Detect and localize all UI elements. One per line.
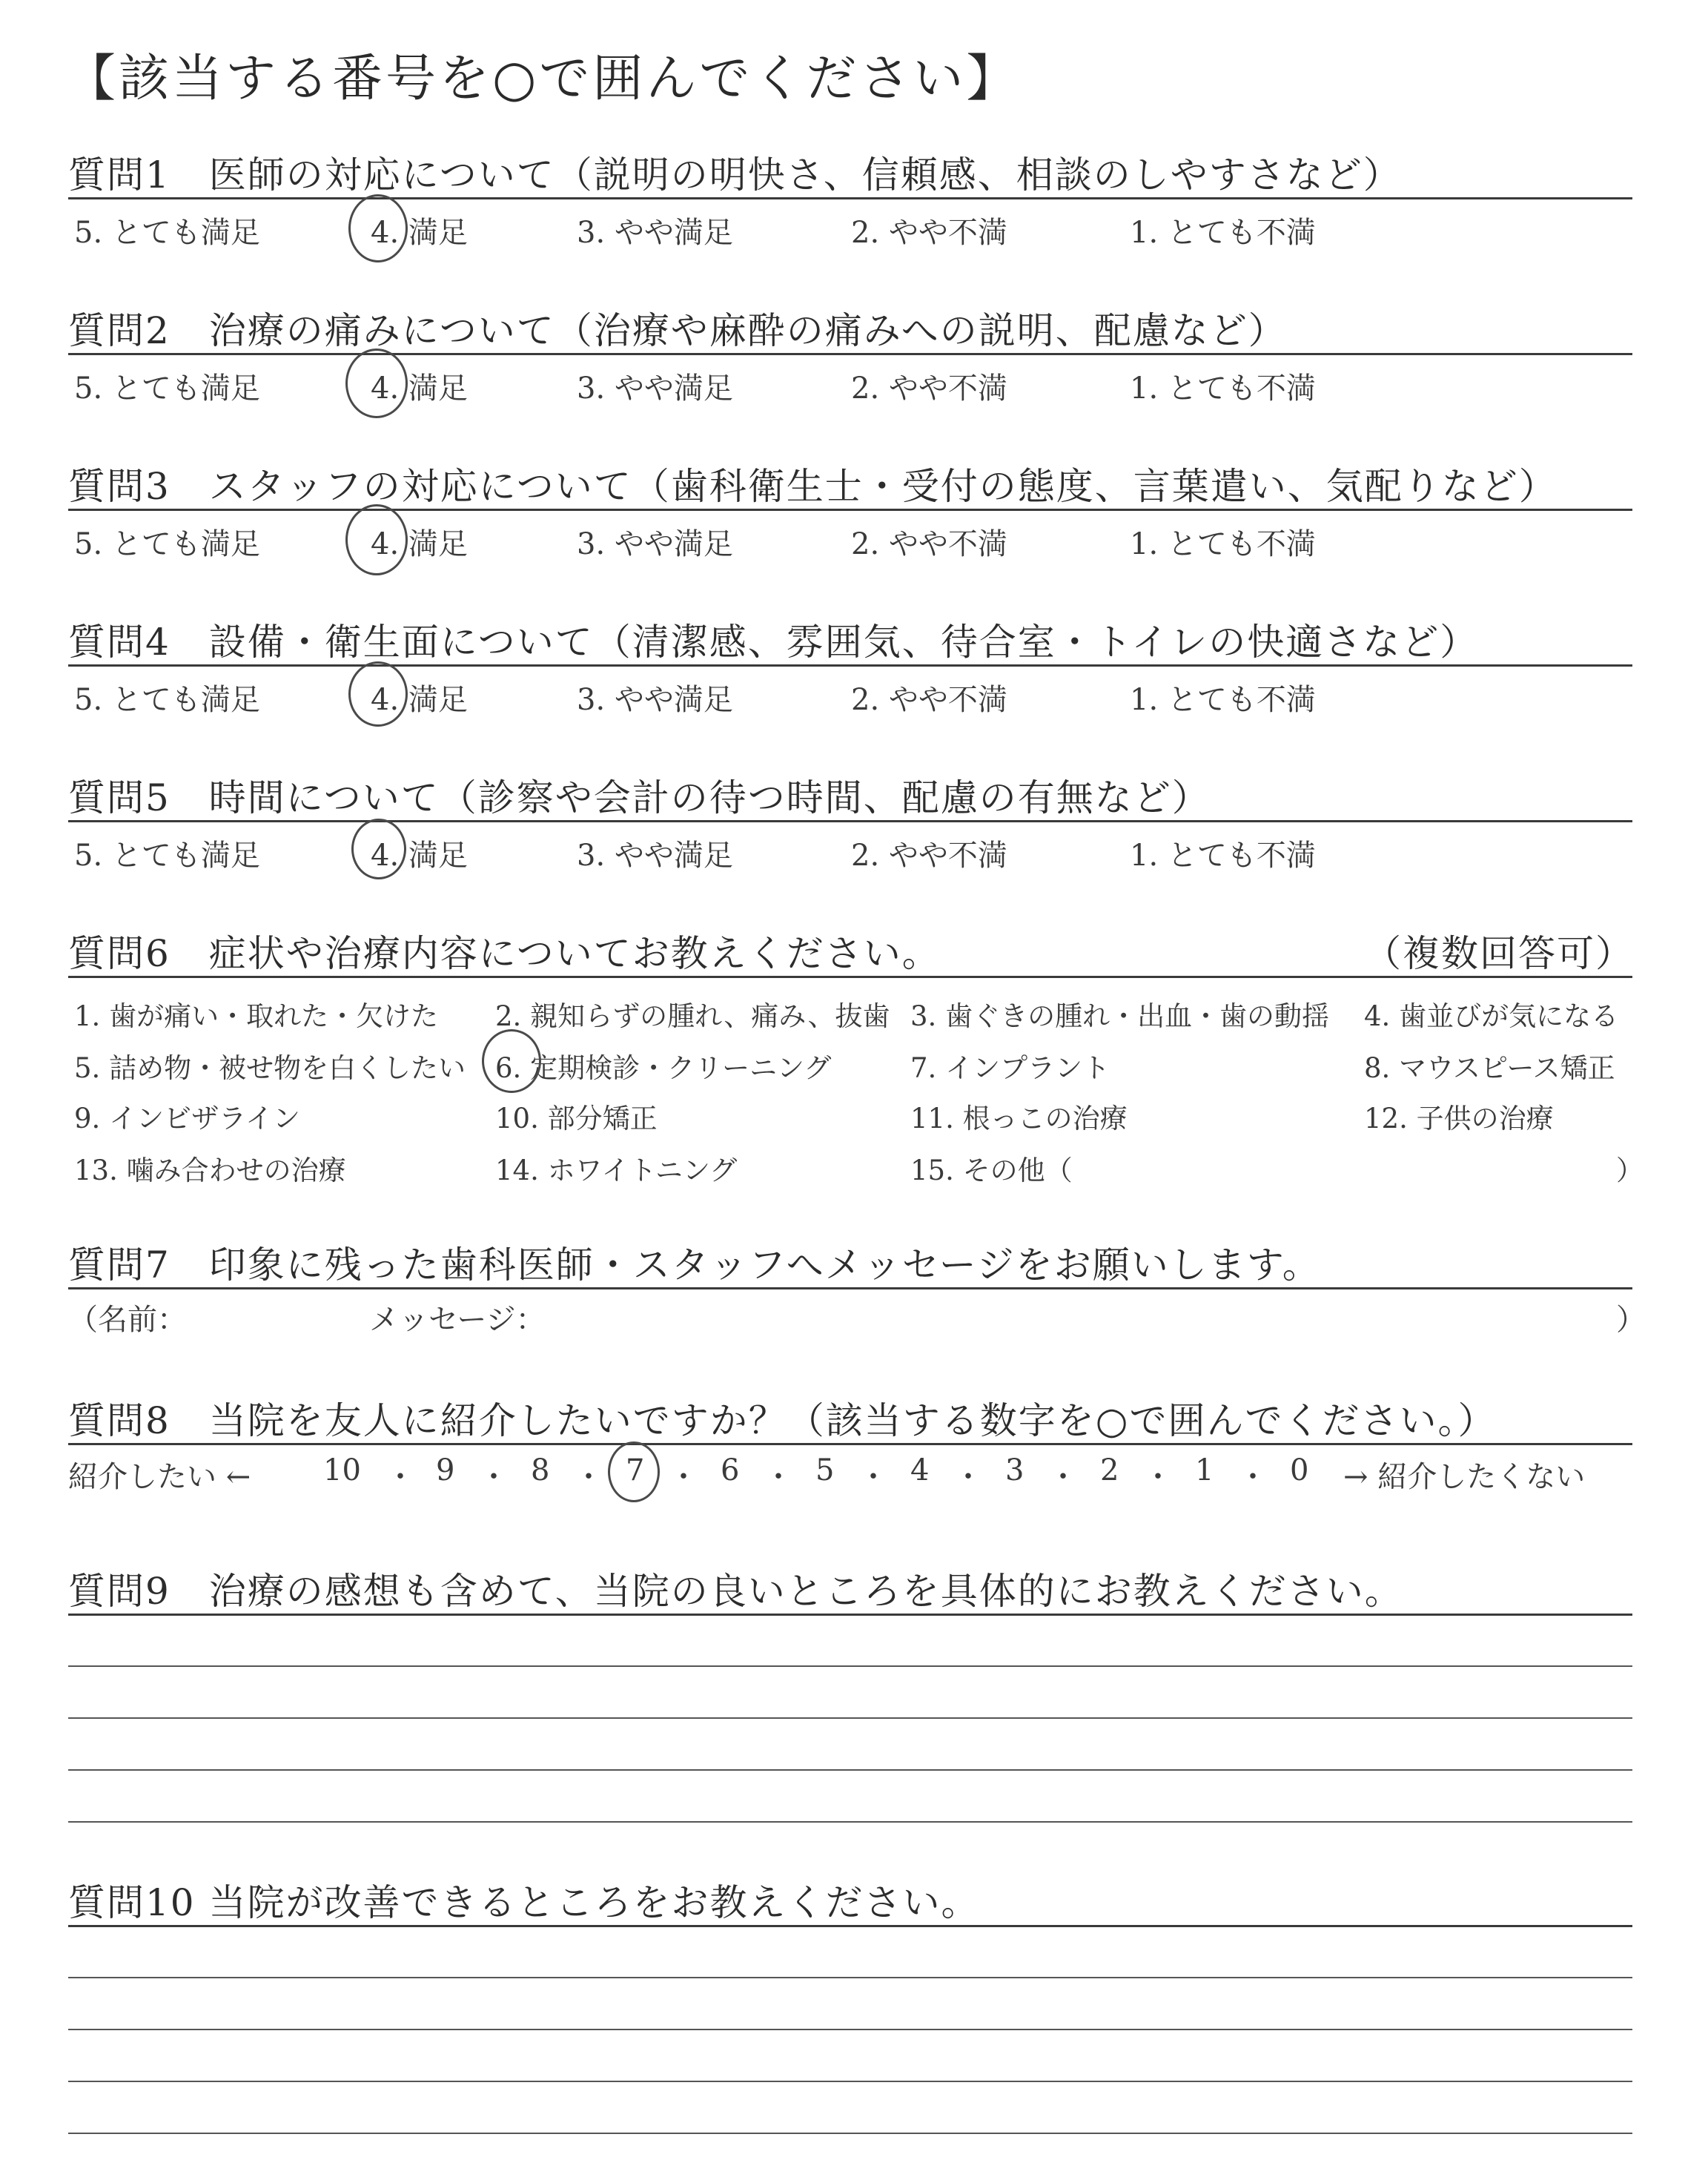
question-4-rule bbox=[68, 664, 1632, 667]
q1-selected-circle bbox=[348, 194, 408, 262]
q10-answer-line[interactable] bbox=[68, 2081, 1632, 2082]
q8-scale-4[interactable]: 4 bbox=[910, 1453, 930, 1487]
q8-separator: ・ bbox=[574, 1460, 603, 1494]
q10-answer-line[interactable] bbox=[68, 2133, 1632, 2134]
q3-option-3[interactable]: 3. やや満足 bbox=[577, 527, 733, 561]
q3-option-5[interactable]: 5. とても満足 bbox=[74, 527, 260, 561]
question-3-rule bbox=[68, 509, 1632, 511]
q8-scale-9[interactable]: 9 bbox=[436, 1453, 455, 1487]
q8-separator: ・ bbox=[385, 1460, 415, 1494]
q6-option-13[interactable]: 13. 噛み合わせの治療 bbox=[74, 1155, 346, 1186]
q5-option-5[interactable]: 5. とても満足 bbox=[74, 839, 260, 873]
q8-scale-7[interactable]: 7 bbox=[626, 1453, 645, 1487]
q8-separator: ・ bbox=[669, 1460, 698, 1494]
q1-option-2[interactable]: 2. やや不満 bbox=[851, 216, 1007, 250]
q6-option-12[interactable]: 12. 子供の治療 bbox=[1364, 1103, 1554, 1135]
q8-scale-0[interactable]: 0 bbox=[1290, 1453, 1309, 1487]
q8-scale-6[interactable]: 6 bbox=[721, 1453, 740, 1487]
q7-close-paren: ） bbox=[1616, 1303, 1646, 1337]
q8-separator: ・ bbox=[1143, 1460, 1173, 1494]
question-1-rule bbox=[68, 197, 1632, 199]
q8-separator: ・ bbox=[1238, 1460, 1268, 1494]
q5-option-1[interactable]: 1. とても不満 bbox=[1130, 839, 1316, 873]
question-5-title: 質問5 時間について（診察や会計の待つ時間、配慮の有無など） bbox=[68, 776, 1211, 819]
q6-option-15[interactable]: 15. その他（ bbox=[910, 1155, 1073, 1186]
question-8-title: 質問8 当院を友人に紹介したいですか？（該当する数字を○で囲んでください。） bbox=[68, 1399, 1497, 1442]
q3-option-2[interactable]: 2. やや不満 bbox=[851, 527, 1007, 561]
q6-option-1[interactable]: 1. 歯が痛い・取れた・欠けた bbox=[74, 1000, 439, 1032]
q8-scale-2[interactable]: 2 bbox=[1100, 1453, 1119, 1487]
q10-answer-line[interactable] bbox=[68, 1977, 1632, 1978]
q8-separator: ・ bbox=[479, 1460, 509, 1494]
q6-option-2[interactable]: 2. 親知らずの腫れ、痛み、抜歯 bbox=[495, 1000, 890, 1032]
q8-separator: ・ bbox=[858, 1460, 888, 1494]
q8-scale-10[interactable]: 10 bbox=[323, 1453, 361, 1487]
form-header: 【該当する番号を○で囲んでください】 bbox=[65, 50, 1020, 108]
question-1-title: 質問1 医師の対応について（説明の明快さ、信頼感、相談のしやすさなど） bbox=[68, 153, 1402, 196]
q6-option-10[interactable]: 10. 部分矯正 bbox=[495, 1103, 658, 1135]
q9-answer-line[interactable] bbox=[68, 1665, 1632, 1667]
q4-option-2[interactable]: 2. やや不満 bbox=[851, 683, 1007, 717]
q4-option-1[interactable]: 1. とても不満 bbox=[1130, 683, 1316, 717]
q8-scale-5[interactable]: 5 bbox=[815, 1453, 835, 1487]
q2-option-5[interactable]: 5. とても満足 bbox=[74, 371, 260, 406]
q6-selected-circle bbox=[482, 1029, 541, 1093]
q8-right-label: → 紹介したくない bbox=[1343, 1460, 1586, 1494]
q2-option-4[interactable]: 4. 満足 bbox=[371, 371, 468, 406]
question-6-rule bbox=[68, 976, 1632, 978]
q4-option-3[interactable]: 3. やや満足 bbox=[577, 683, 733, 717]
question-6-note: （複数回答可） bbox=[1364, 932, 1634, 975]
q5-option-4[interactable]: 4. 満足 bbox=[371, 839, 468, 873]
q8-scale-1[interactable]: 1 bbox=[1195, 1453, 1214, 1487]
q1-option-4[interactable]: 4. 満足 bbox=[371, 216, 468, 250]
question-10-title: 質問10 当院が改善できるところをお教えください。 bbox=[68, 1881, 980, 1924]
q9-answer-line[interactable] bbox=[68, 1821, 1632, 1823]
q4-option-4[interactable]: 4. 満足 bbox=[371, 683, 468, 717]
q6-option-4[interactable]: 4. 歯並びが気になる bbox=[1364, 1000, 1619, 1032]
q6-option-5[interactable]: 5. 詰め物・被せ物を白くしたい bbox=[74, 1052, 466, 1084]
q1-option-1[interactable]: 1. とても不満 bbox=[1130, 216, 1316, 250]
question-6-title: 質問6 症状や治療内容についてお教えください。 bbox=[68, 932, 941, 975]
q5-selected-circle bbox=[351, 819, 406, 879]
q1-option-5[interactable]: 5. とても満足 bbox=[74, 216, 260, 250]
q8-selected-circle bbox=[608, 1441, 660, 1502]
q3-selected-circle bbox=[345, 504, 408, 575]
question-7-rule bbox=[68, 1287, 1632, 1289]
q7-name-label: （名前： bbox=[68, 1303, 187, 1337]
q8-separator: ・ bbox=[953, 1460, 983, 1494]
question-8-rule bbox=[68, 1443, 1632, 1445]
q6-option-7[interactable]: 7. インプラント bbox=[910, 1052, 1110, 1084]
q6-option-3[interactable]: 3. 歯ぐきの腫れ・出血・歯の動揺 bbox=[910, 1000, 1330, 1032]
q8-separator: ・ bbox=[764, 1460, 793, 1494]
q3-option-1[interactable]: 1. とても不満 bbox=[1130, 527, 1316, 561]
q9-answer-line[interactable] bbox=[68, 1769, 1632, 1771]
q8-separator: ・ bbox=[1048, 1460, 1078, 1494]
q6-option-9[interactable]: 9. インビザライン bbox=[74, 1103, 300, 1135]
q2-option-3[interactable]: 3. やや満足 bbox=[577, 371, 733, 406]
q4-option-5[interactable]: 5. とても満足 bbox=[74, 683, 260, 717]
q6-option-8[interactable]: 8. マウスピース矯正 bbox=[1364, 1052, 1615, 1084]
q2-option-1[interactable]: 1. とても不満 bbox=[1130, 371, 1316, 406]
q7-message-label: メッセージ： bbox=[369, 1303, 546, 1337]
q2-selected-circle bbox=[345, 349, 408, 418]
question-9-title: 質問9 治療の感想も含めて、当院の良いところを具体的にお教えください。 bbox=[68, 1570, 1403, 1613]
q8-scale-8[interactable]: 8 bbox=[531, 1453, 550, 1487]
q8-scale-3[interactable]: 3 bbox=[1005, 1453, 1025, 1487]
q6-other-close-paren: ） bbox=[1616, 1155, 1644, 1186]
q3-option-4[interactable]: 4. 満足 bbox=[371, 527, 468, 561]
question-5-rule bbox=[68, 820, 1632, 822]
q4-selected-circle bbox=[348, 661, 408, 727]
question-2-rule bbox=[68, 353, 1632, 355]
question-7-title: 質問7 印象に残った歯科医師・スタッフへメッセージをお願いします。 bbox=[68, 1244, 1321, 1287]
q8-left-label: 紹介したい ← bbox=[68, 1460, 251, 1494]
question-3-title: 質問3 スタッフの対応について（歯科衛生士・受付の態度、言葉遣い、気配りなど） bbox=[68, 465, 1558, 508]
q1-option-3[interactable]: 3. やや満足 bbox=[577, 216, 733, 250]
q6-option-14[interactable]: 14. ホワイトニング bbox=[495, 1155, 738, 1186]
q6-option-6[interactable]: 6. 定期検診・クリーニング bbox=[495, 1052, 832, 1084]
question-10-rule bbox=[68, 1925, 1632, 1927]
q9-answer-line[interactable] bbox=[68, 1717, 1632, 1719]
q6-option-11[interactable]: 11. 根っこの治療 bbox=[910, 1103, 1128, 1135]
q5-option-2[interactable]: 2. やや不満 bbox=[851, 839, 1007, 873]
q10-answer-line[interactable] bbox=[68, 2029, 1632, 2030]
q5-option-3[interactable]: 3. やや満足 bbox=[577, 839, 733, 873]
q2-option-2[interactable]: 2. やや不満 bbox=[851, 371, 1007, 406]
question-4-title: 質問4 設備・衛生面について（清潔感、雰囲気、待合室・トイレの快適さなど） bbox=[68, 621, 1479, 664]
question-9-rule bbox=[68, 1614, 1632, 1616]
question-2-title: 質問2 治療の痛みについて（治療や麻酔の痛みへの説明、配慮など） bbox=[68, 309, 1287, 352]
